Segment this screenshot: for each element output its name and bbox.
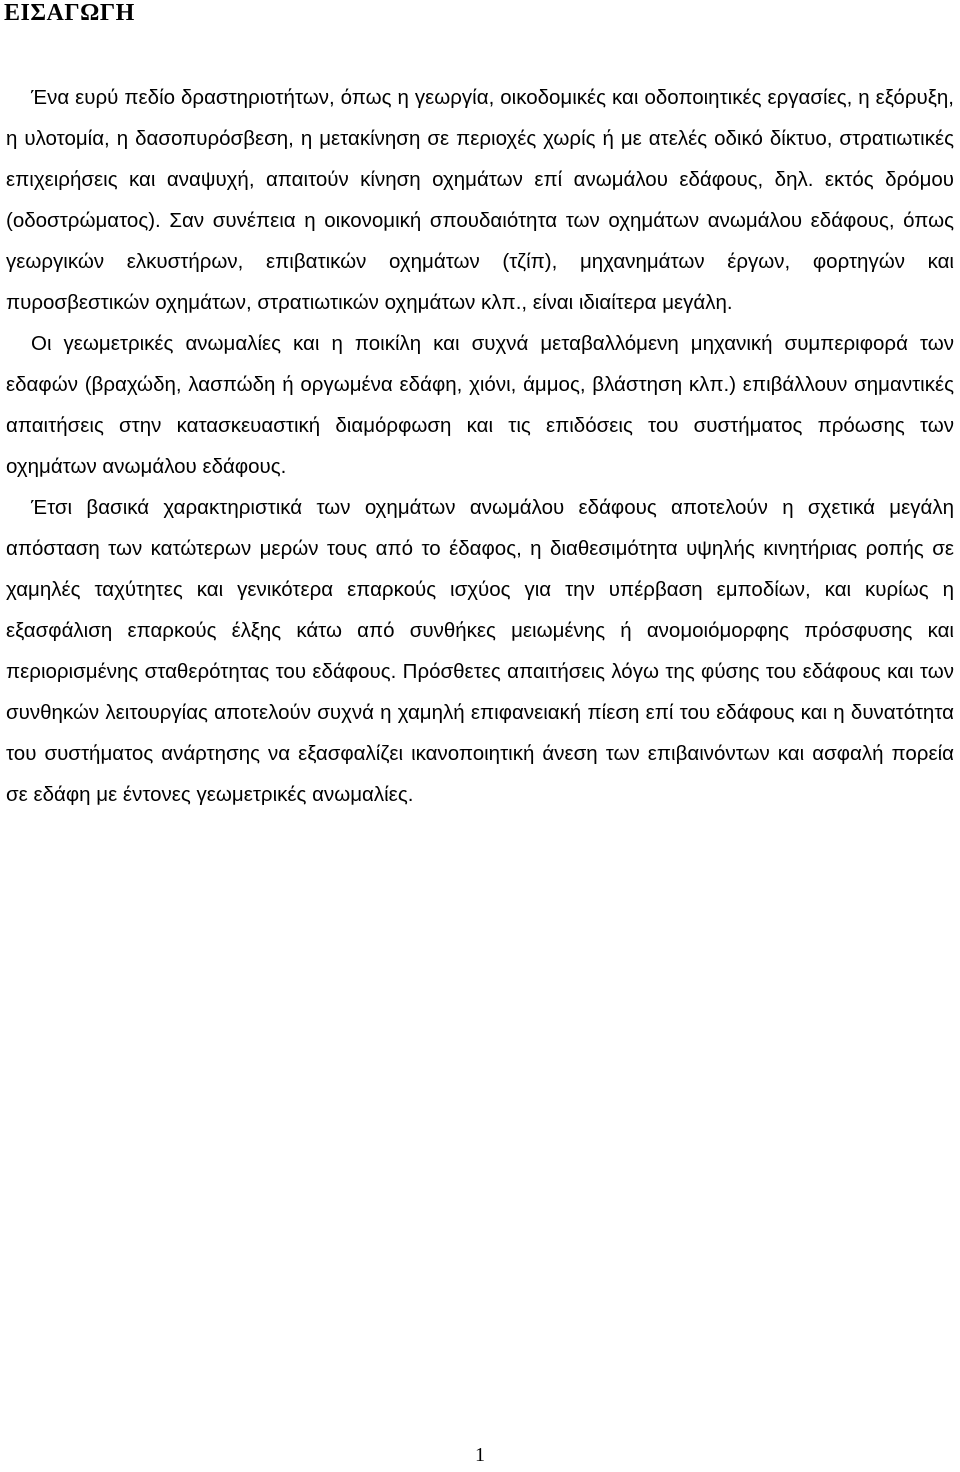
page-number: 1 [475,1444,485,1466]
section-heading: ΕΙΣΑΓΩΓΗ [4,0,135,26]
paragraph-2: Οι γεωμετρικές ανωμαλίες και η ποικίλη και συχνά μεταβαλλόμενη μηχανική συμπεριφορά των εδαφών (βραχώδη, λασπώδη ή οργωμένα εδάφη, χιόνι, άμμος, βλάστηση κλπ.) επιβάλλουν σημαντικές απαιτήσεις στην κατασκευαστική διαμόρφωση και τις επιδόσεις του συστήματος πρόωσης των οχημάτων ανωμάλου εδάφους. [6,332,954,478]
paragraph-3: Έτσι βασικά χαρακτηριστικά των οχημάτων ανωμάλου εδάφους αποτελούν η σχετικά μεγάλη απόσταση των κατώτερων μερών τους από το έδαφος, η διαθεσιμότητα υψηλής κινητήριας ροπής σε χαμηλές ταχύτητες και γενικότερα επαρκούς ισχύος για την υπέρβαση εμποδίων, και κυρίως η εξασφάλιση επαρκούς έλξης κάτω από συνθήκες μειωμένης ή ανομοιόμορφης πρόσφυσης και περιορισμένης σταθερότητας του εδάφους. Πρόσθετες απαιτήσεις λόγω της φύσης του εδάφους και των συνθηκών λειτουργίας αποτελούν συχνά η χαμηλή επιφανειακή πίεση επί του εδάφους και η δυνατότητα του συστήματος ανάρτησης να εξασφαλίζει ικανοποιητική άνεση των επιβαινόντων και ασφαλή πορεία σε εδάφη με έντονες γεωμετρικές ανωμαλίες. [6,496,954,806]
paragraph-1: Ένα ευρύ πεδίο δραστηριοτήτων, όπως η γεωργία, οικοδομικές και οδοποιητικές εργασίες, η εξόρυξη, η υλοτομία, η δασοπυρόσβεση, η μετακίνηση σε περιοχές χωρίς ή με ατελές οδικό δίκτυο, στρατιωτικές επιχειρήσεις και αναψυχή, απαιτούν κίνηση οχημάτων επί ανωμάλου εδάφους, δηλ. εκτός δρόμου (οδοστρώματος). Σαν συνέπεια η οικονομική σπουδαιότητα των οχημάτων ανωμάλου εδάφους, όπως γεωργικών ελκυστήρων, επιβατικών οχημάτων (τζίπ), μηχανημάτων έργων, φορτηγών και πυροσβεστικών οχημάτων, στρατιωτικών οχημάτων κλπ., είναι ιδιαίτερα μεγάλη. [6,86,954,314]
body-text [6,77,954,815]
